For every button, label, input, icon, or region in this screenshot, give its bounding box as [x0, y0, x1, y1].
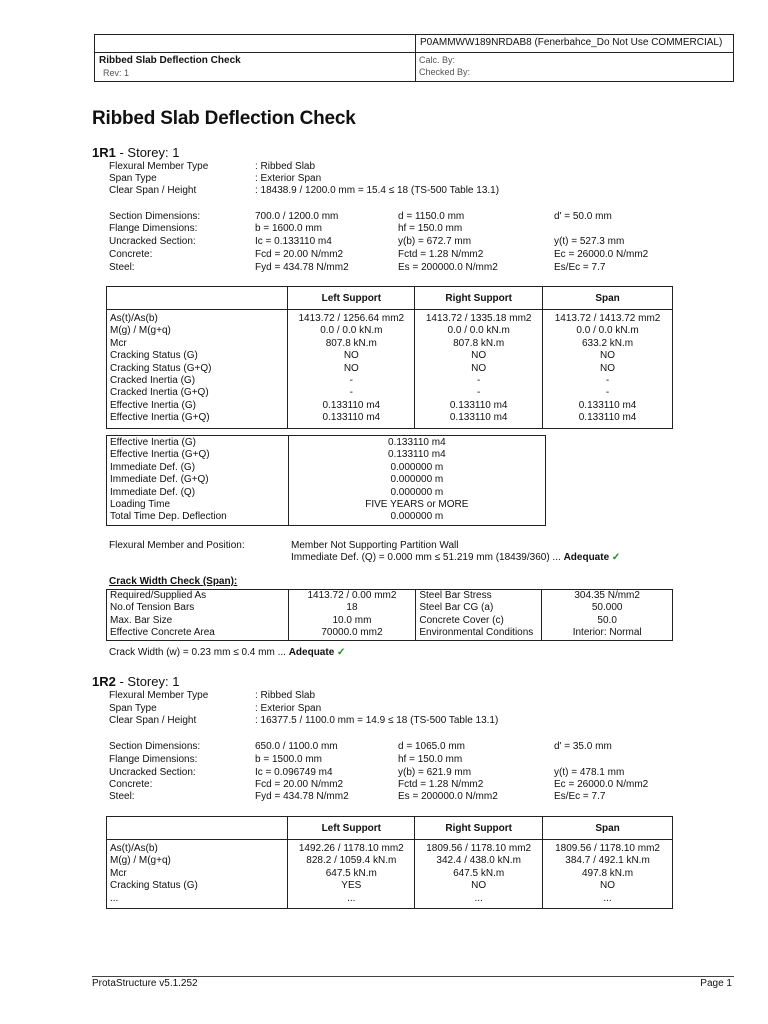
row-label: As(t)/As(b): [110, 843, 158, 854]
page-number: Page 1: [700, 978, 732, 989]
info-label: Span Type: [109, 703, 157, 714]
row-label: Immediate Def. (Q): [110, 486, 196, 498]
row-label: Cracked Inertia (G): [110, 375, 196, 387]
info-label: Clear Span / Height: [109, 185, 197, 196]
software-version: ProtaStructure v5.1.252: [92, 978, 198, 989]
cell: NO: [415, 880, 543, 892]
prop-value: Fcd = 20.00 N/mm2: [255, 779, 344, 790]
table-row: [107, 325, 673, 337]
prop-value: b = 1600.0 mm: [255, 223, 322, 234]
cell: 647.5 kN.m: [288, 868, 415, 880]
table-row: [107, 855, 673, 867]
cell: -: [543, 387, 673, 399]
table-header-row: [107, 817, 673, 840]
row-label: ...: [110, 892, 119, 904]
cell: 1809.56 / 1178.10 mm2: [415, 840, 543, 856]
row-label: Effective Inertia (G): [110, 399, 196, 411]
cell: NO: [415, 363, 543, 375]
cell: 0.133110 m4: [543, 400, 673, 412]
prop-value: Es/Ec = 7.7: [554, 262, 606, 273]
revision: Rev: 1: [103, 68, 130, 78]
row-label: Environmental Conditions: [416, 627, 542, 640]
cell: 1809.56 / 1178.10 mm2: [543, 840, 673, 856]
prop-value: hf = 150.0 mm: [398, 754, 463, 765]
row-label: Immediate Def. (G): [110, 461, 196, 473]
cell: -: [288, 375, 415, 387]
cell: NO: [543, 880, 673, 892]
cell: 0.133110 m4: [288, 436, 545, 450]
cell: 0.000000 m: [288, 511, 545, 525]
info-value: : 16377.5 / 1100.0 mm = 14.9 ≤ 18 (TS-500 Table 13.1): [255, 715, 499, 726]
row-label: M(g) / M(g+q): [110, 855, 171, 867]
cell: -: [415, 387, 543, 399]
member-heading: [92, 674, 179, 689]
position-value: Member Not Supporting Partition Wall: [291, 540, 459, 551]
cell: YES: [288, 880, 415, 892]
member-id: 1R2: [92, 674, 116, 689]
prop-label: Concrete:: [109, 779, 153, 790]
column-header: [107, 817, 288, 840]
column-header: Right Support: [415, 287, 543, 310]
member-storey: - Storey: 1: [115, 145, 180, 160]
cell: 497.8 kN.m: [543, 868, 673, 880]
prop-label: Steel:: [109, 791, 135, 802]
prop-value: 700.0 / 1200.0 mm: [255, 211, 339, 222]
member-storey: - Storey: 1: [115, 674, 180, 689]
prop-value: d = 1150.0 mm: [398, 211, 465, 222]
cell: 1492.26 / 1178.10 mm2: [288, 840, 415, 856]
cell: 807.8 kN.m: [288, 338, 415, 350]
prop-value: hf = 150.0 mm: [398, 223, 463, 234]
row-label: Effective Inertia (G+Q): [110, 449, 210, 461]
project-name: P0AMMWW189NRDAB8 (Fenerbahce_Do Not Use COMMERCIAL): [420, 37, 723, 48]
page-title: Ribbed Slab Deflection Check: [92, 108, 356, 129]
support-table: [106, 816, 673, 909]
checked-by: Checked By:: [419, 67, 471, 77]
cell: 10.0 mm: [288, 615, 416, 627]
prop-value: Fctd = 1.28 N/mm2: [398, 779, 484, 790]
column-header: Left Support: [288, 287, 415, 310]
cell: Interior: Normal: [542, 627, 673, 640]
prop-value: y(b) = 621.9 mm: [398, 767, 472, 778]
cell: ...: [415, 893, 543, 909]
adequate-label: Adequate: [288, 647, 335, 658]
deflection-result-text: Immediate Def. (Q) = 0.000 mm ≤ 51.219 mm (18439/360) ...: [291, 552, 564, 563]
cell: 304.35 N/mm2: [542, 590, 673, 603]
row-label: Loading Time: [110, 499, 171, 511]
cell: -: [415, 375, 543, 387]
cell: 0.133110 m4: [415, 412, 543, 428]
column-header: [107, 287, 288, 310]
row-label: Immediate Def. (G+Q): [110, 474, 209, 486]
row-label: Cracking Status (G): [110, 350, 198, 362]
row-label: Max. Bar Size: [110, 614, 173, 626]
footer-divider: [92, 976, 734, 977]
row-label: Mcr: [110, 337, 127, 349]
cell: 0.0 / 0.0 kN.m: [288, 325, 415, 337]
prop-value: Fyd = 434.78 N/mm2: [255, 262, 349, 273]
report-header: [94, 34, 734, 82]
column-header: Span: [543, 287, 673, 310]
row-label: Effective Concrete Area: [110, 627, 215, 639]
crack-width-table: [106, 589, 673, 641]
calc-by: Calc. By:: [419, 55, 456, 65]
prop-value: Es = 200000.0 N/mm2: [398, 262, 498, 273]
cell: 0.0 / 0.0 kN.m: [415, 325, 543, 337]
prop-value: d' = 35.0 mm: [554, 741, 612, 752]
table-row: [107, 615, 673, 627]
cell: -: [543, 375, 673, 387]
info-value: : Exterior Span: [255, 173, 322, 184]
row-label: Required/Supplied As: [110, 590, 207, 601]
cell: 0.000000 m: [288, 462, 545, 474]
cell: 342.4 / 438.0 kN.m: [415, 855, 543, 867]
column-header: Span: [543, 817, 673, 840]
row-label: M(g) / M(g+q): [110, 325, 171, 337]
prop-label: Flange Dimensions:: [109, 223, 198, 234]
info-value: : Ribbed Slab: [255, 690, 316, 701]
table-row: [107, 436, 546, 450]
table-row: [107, 893, 673, 909]
prop-value: Es = 200000.0 N/mm2: [398, 791, 498, 802]
cell: 0.133110 m4: [543, 412, 673, 428]
check-icon: ✓: [611, 552, 621, 563]
cell: NO: [288, 363, 415, 375]
row-label: Total Time Dep. Deflection: [110, 511, 227, 523]
table-row: [107, 602, 673, 614]
cell: 0.133110 m4: [415, 400, 543, 412]
row-label: Cracking Status (G+Q): [110, 362, 212, 374]
info-value: : Exterior Span: [255, 703, 322, 714]
table-row: [107, 487, 546, 499]
crack-width-title: Crack Width Check (Span):: [109, 576, 238, 587]
prop-value: Ec = 26000.0 N/mm2: [554, 779, 649, 790]
table-row: [107, 387, 673, 399]
cell: 384.7 / 492.1 kN.m: [543, 855, 673, 867]
adequate-label: Adequate: [563, 552, 610, 563]
table-row: [107, 310, 673, 326]
table-row: [107, 412, 673, 428]
member-id: 1R1: [92, 145, 116, 160]
cell: 1413.72 / 1335.18 mm2: [415, 310, 543, 326]
prop-label: Flange Dimensions:: [109, 754, 198, 765]
prop-label: Steel:: [109, 262, 135, 273]
info-label: Clear Span / Height: [109, 715, 197, 726]
cell: ...: [543, 893, 673, 909]
cell: 828.2 / 1059.4 kN.m: [288, 855, 415, 867]
table-row: [107, 627, 673, 640]
deflection-table: [106, 435, 546, 526]
prop-value: d' = 50.0 mm: [554, 211, 612, 222]
row-label: Concrete Cover (c): [416, 615, 542, 627]
cell: 50.000: [542, 602, 673, 614]
cell: 70000.0 mm2: [288, 627, 416, 640]
cell: 0.133110 m4: [288, 412, 415, 428]
prop-value: Es/Ec = 7.7: [554, 791, 606, 802]
prop-value: Ec = 26000.0 N/mm2: [554, 249, 649, 260]
prop-value: y(t) = 527.3 mm: [554, 236, 625, 247]
row-label: Steel Bar Stress: [416, 590, 542, 603]
deflection-result: [291, 552, 620, 564]
cell: 807.8 kN.m: [415, 338, 543, 350]
prop-value: d = 1065.0 mm: [398, 741, 465, 752]
member-heading: [92, 145, 179, 160]
table-row: [107, 449, 546, 461]
table-row: [107, 375, 673, 387]
cell: 50.0: [542, 615, 673, 627]
header-title: Ribbed Slab Deflection Check: [99, 55, 241, 66]
cell: 1413.72 / 1413.72 mm2: [543, 310, 673, 326]
row-label: Cracking Status (G): [110, 880, 198, 892]
cell: NO: [288, 350, 415, 362]
table-row: [107, 350, 673, 362]
info-label: Flexural Member Type: [109, 690, 209, 701]
table-row: [107, 868, 673, 880]
support-table: [106, 286, 673, 429]
prop-label: Section Dimensions:: [109, 211, 201, 222]
cell: 0.0 / 0.0 kN.m: [543, 325, 673, 337]
prop-value: Ic = 0.133110 m4: [255, 236, 332, 247]
cell: 633.2 kN.m: [543, 338, 673, 350]
prop-value: Ic = 0.096749 m4: [255, 767, 333, 778]
position-label: Flexural Member and Position:: [109, 540, 245, 551]
prop-value: Fctd = 1.28 N/mm2: [398, 249, 484, 260]
prop-label: Uncracked Section:: [109, 767, 196, 778]
cell: 647.5 kN.m: [415, 868, 543, 880]
cell: NO: [415, 350, 543, 362]
row-label: As(t)/As(b): [110, 313, 158, 324]
row-label: No.of Tension Bars: [110, 602, 195, 614]
info-value: : Ribbed Slab: [255, 161, 316, 172]
crack-width-result: [109, 647, 345, 659]
cell: 1413.72 / 1256.64 mm2: [288, 310, 415, 326]
row-label: Effective Inertia (G): [110, 437, 196, 448]
table-row: [107, 363, 673, 375]
table-row: [107, 511, 546, 525]
prop-value: y(t) = 478.1 mm: [554, 767, 625, 778]
row-label: Effective Inertia (G+Q): [110, 412, 210, 424]
row-label: Cracked Inertia (G+Q): [110, 387, 209, 399]
row-label: Steel Bar CG (a): [416, 602, 542, 614]
prop-value: Fcd = 20.00 N/mm2: [255, 249, 344, 260]
info-label: Span Type: [109, 173, 157, 184]
table-row: [107, 840, 673, 856]
table-row: [107, 400, 673, 412]
column-header: Left Support: [288, 817, 415, 840]
cell: ...: [288, 893, 415, 909]
cell: 0.000000 m: [288, 474, 545, 486]
info-value: : 18438.9 / 1200.0 mm = 15.4 ≤ 18 (TS-500 Table 13.1): [255, 185, 500, 196]
cell: NO: [543, 350, 673, 362]
cell: 0.000000 m: [288, 487, 545, 499]
cell: NO: [543, 363, 673, 375]
table-row: [107, 474, 546, 486]
table-row: [107, 338, 673, 350]
table-row: [107, 499, 546, 511]
cell: 1413.72 / 0.00 mm2: [288, 590, 416, 603]
cell: 18: [288, 602, 416, 614]
cell: 0.133110 m4: [288, 449, 545, 461]
prop-label: Concrete:: [109, 249, 153, 260]
prop-value: Fyd = 434.78 N/mm2: [255, 791, 349, 802]
cell: 0.133110 m4: [288, 400, 415, 412]
row-label: Mcr: [110, 867, 127, 879]
prop-value: 650.0 / 1100.0 mm: [255, 741, 338, 752]
info-label: Flexural Member Type: [109, 161, 209, 172]
table-row: [107, 590, 673, 603]
prop-label: Section Dimensions:: [109, 741, 201, 752]
table-row: [107, 462, 546, 474]
check-icon: ✓: [337, 647, 346, 658]
column-header: Right Support: [415, 817, 543, 840]
cell: FIVE YEARS or MORE: [288, 499, 545, 511]
table-header-row: [107, 287, 673, 310]
cell: -: [288, 387, 415, 399]
table-row: [107, 880, 673, 892]
prop-value: y(b) = 672.7 mm: [398, 236, 472, 247]
crack-width-text: Crack Width (w) = 0.23 mm ≤ 0.4 mm ...: [109, 647, 289, 658]
prop-label: Uncracked Section:: [109, 236, 196, 247]
prop-value: b = 1500.0 mm: [255, 754, 322, 765]
